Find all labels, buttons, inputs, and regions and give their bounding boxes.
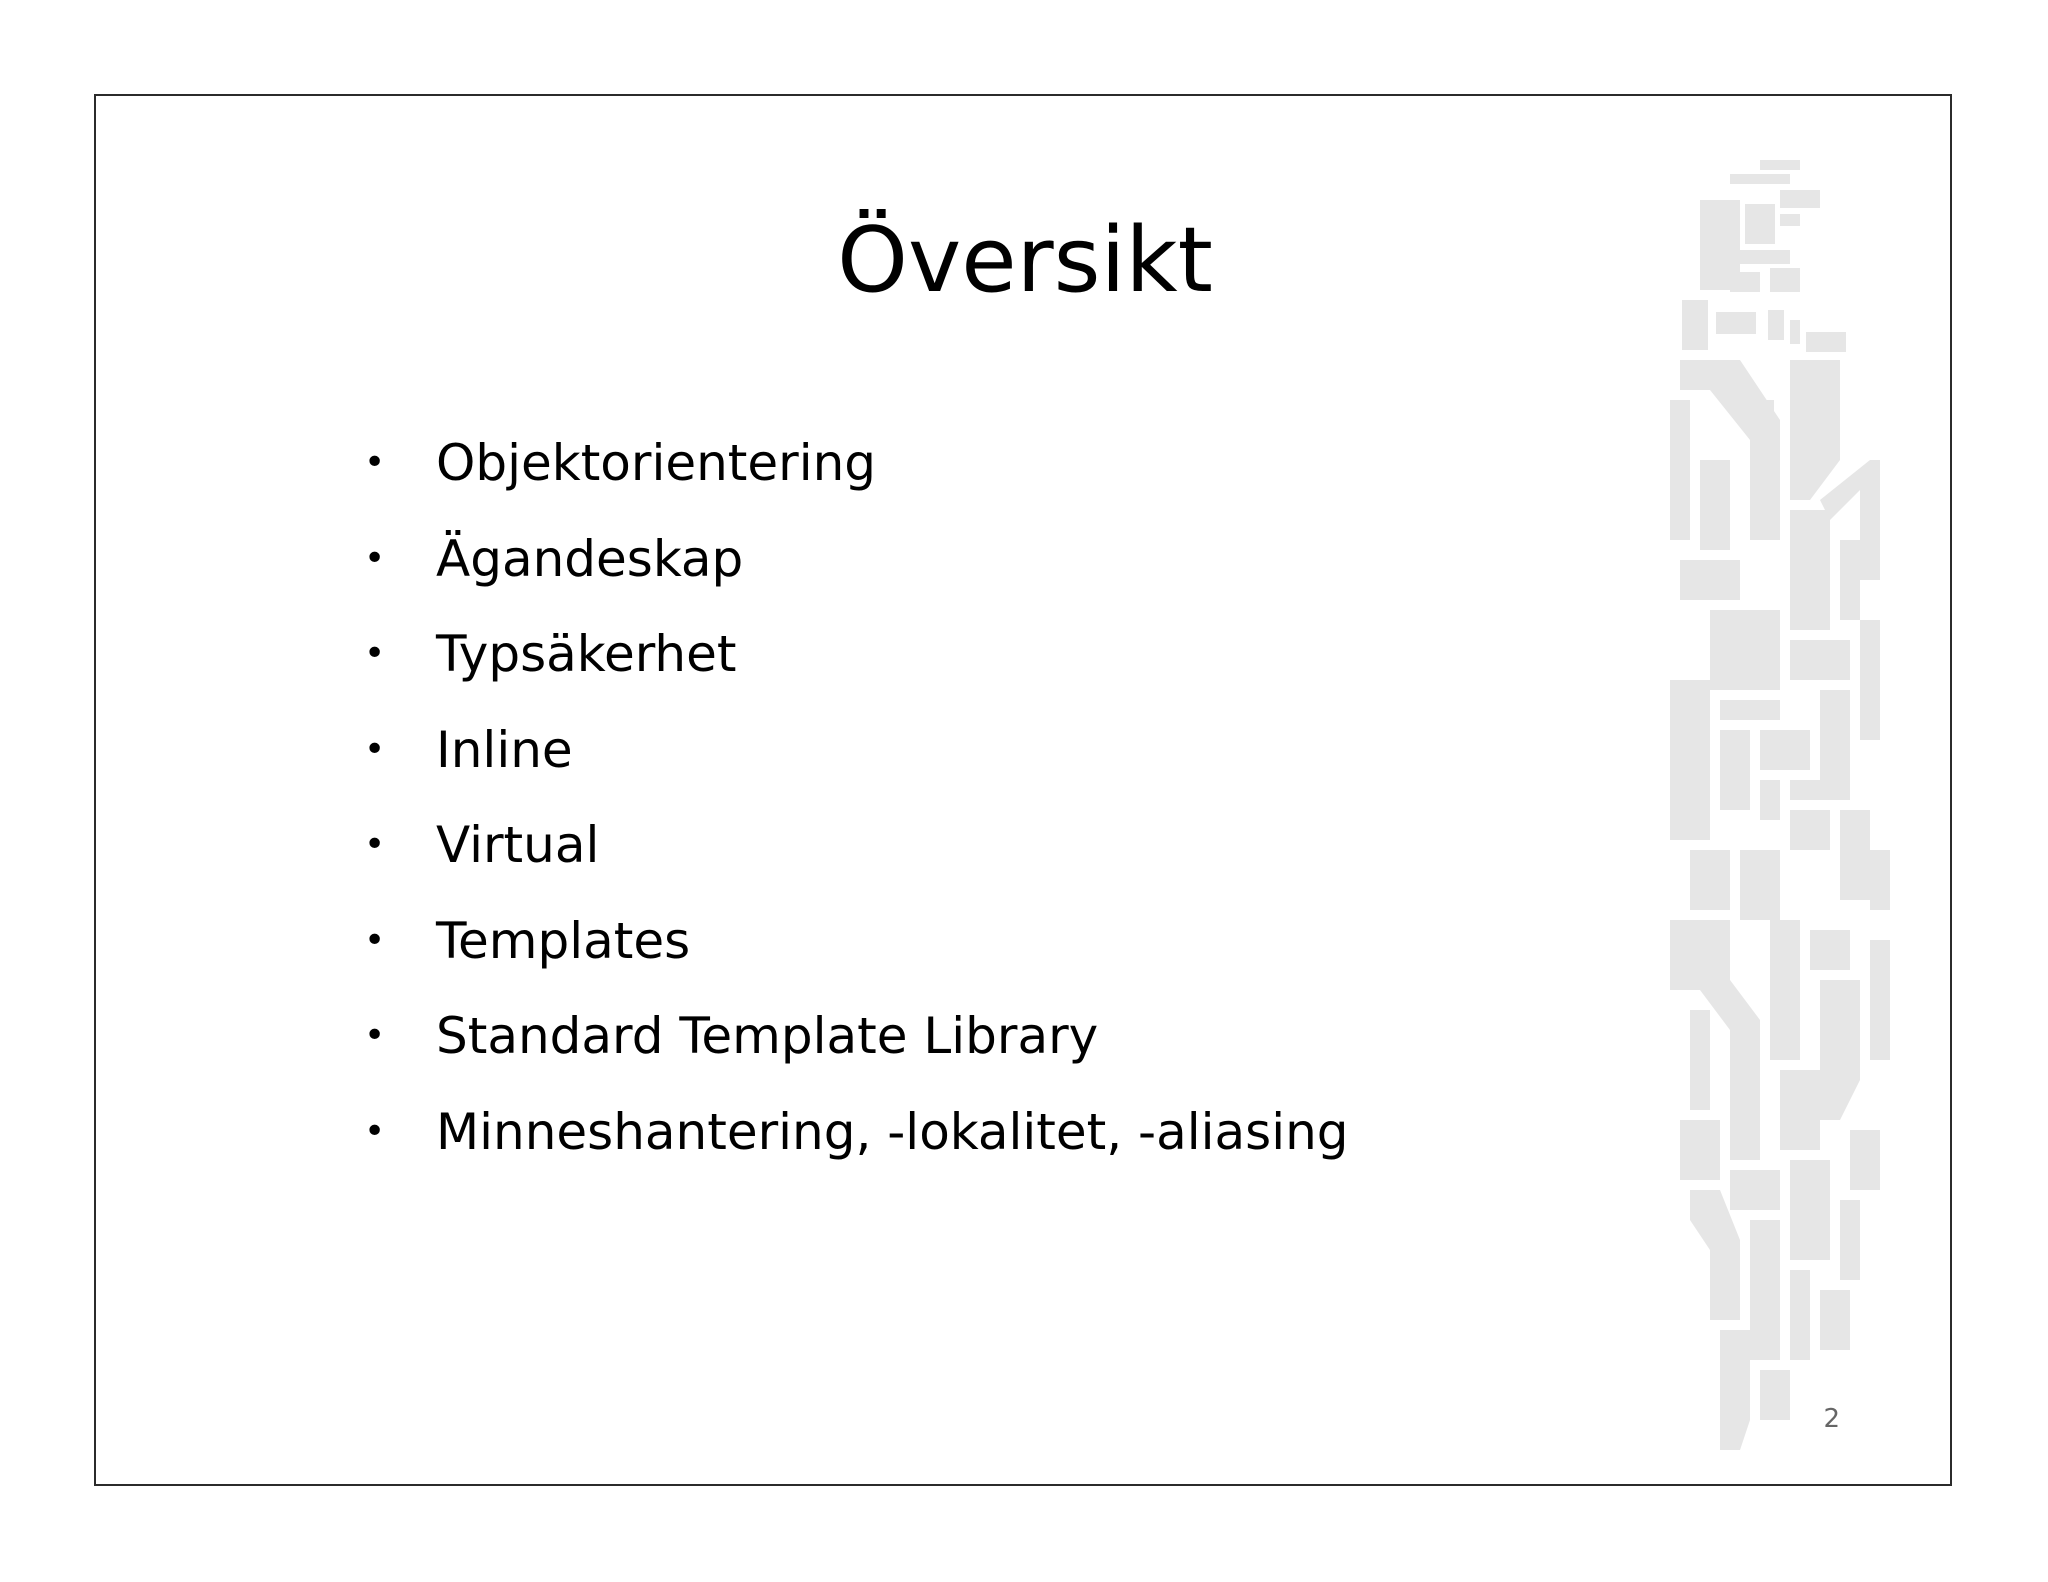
bullet-icon: • bbox=[364, 1015, 386, 1056]
list-item bbox=[364, 530, 1349, 626]
bullet-text: Standard Template Library bbox=[436, 1007, 1099, 1065]
bullet-list bbox=[364, 434, 1349, 1198]
bullet-text: Inline bbox=[436, 720, 573, 779]
bullet-text: Virtual bbox=[436, 816, 600, 874]
bullet-icon: • bbox=[364, 824, 386, 865]
list-item bbox=[364, 1103, 1349, 1199]
list-item bbox=[364, 912, 1349, 1008]
bullet-icon: • bbox=[364, 633, 386, 674]
bullet-text: Objektorientering bbox=[436, 434, 877, 492]
bullet-icon: • bbox=[364, 728, 386, 770]
bullet-text: Minneshantering, -lokalitet, -aliasing bbox=[436, 1102, 1349, 1161]
page-number: 2 bbox=[1823, 1404, 1840, 1434]
circuit-board-decoration bbox=[1670, 160, 1910, 1450]
bullet-icon: • bbox=[364, 919, 386, 961]
slide-title: Översikt bbox=[837, 208, 1213, 313]
bullet-text: Typsäkerhet bbox=[436, 625, 737, 683]
bullet-icon: • bbox=[364, 537, 386, 579]
bullet-icon: • bbox=[364, 442, 386, 483]
bullet-text: Templates bbox=[436, 911, 691, 970]
list-item bbox=[364, 625, 1349, 721]
bullet-icon: • bbox=[364, 1110, 386, 1152]
bullet-text: Ägandeskap bbox=[436, 529, 744, 588]
slide bbox=[94, 94, 1952, 1486]
list-item bbox=[364, 721, 1349, 817]
list-item bbox=[364, 434, 1349, 530]
list-item bbox=[364, 1007, 1349, 1103]
list-item bbox=[364, 816, 1349, 912]
